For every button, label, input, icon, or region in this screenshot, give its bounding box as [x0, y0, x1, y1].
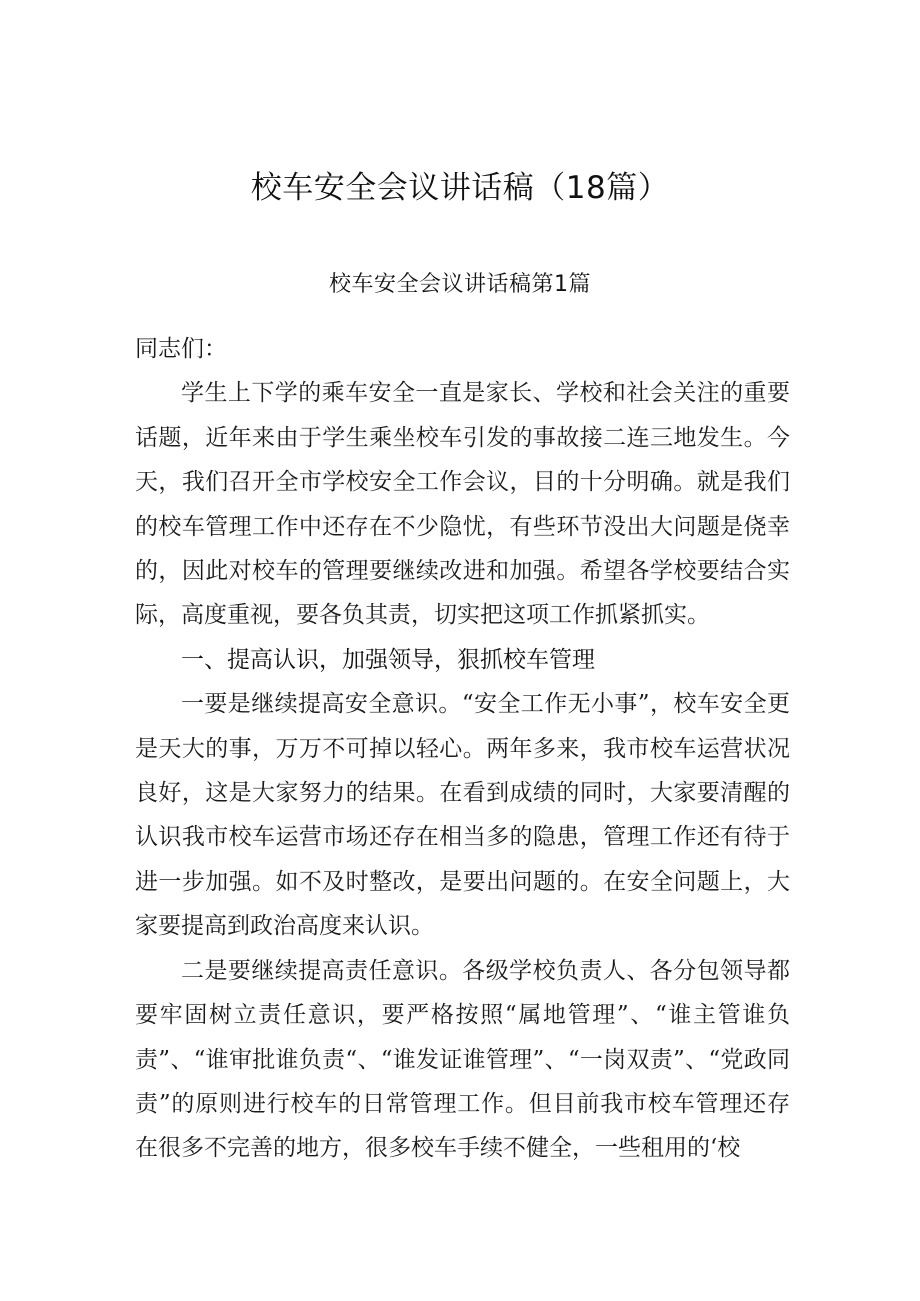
paragraph: 学生上下学的乘车安全一直是家长、学校和社会关注的重要话题，近年来由于学生乘坐校车引发的事故接二连三地发生。今天，我们召开全市学校安全工作会议，目的十分明确。就是我们的校车管理工作中还存在不少隐忧，有些环节没出大问题是侥幸的，因此对校车的管理要继续改进和加强。希望各学校要结合实际，高度重视，要各负其责，切实把这项工作抓紧抓实。 — [135, 380, 790, 629]
document-title: 校车安全会议讲话稿（18篇） — [250, 170, 670, 206]
paragraph: 一要是继续提高安全意识。“安全工作无小事”，校车安全更是天大的事，万万不可掉以轻心。两年多来，我市校车运营状况良好，这是大家努力的结果。在看到成绩的同时，大家要清醒的认识我市校车运营市场还存在相当多的隐患，管理工作还有待于进一步加强。如不及时整改，是要出问题的。在安全问题上，大家要提高到政治高度来认识。 — [135, 691, 790, 940]
salutation: 同志们： — [135, 336, 227, 362]
document-body — [135, 327, 790, 1171]
section-heading: 一、提高认识，加强领导，狠抓校车管理 — [181, 646, 595, 673]
paragraph: 二是要继续提高责任意识。各级学校负责人、各分包领导都要牢固树立责任意识，要严格按照“属地管理”、“谁主管谁负责”、“谁审批谁负责“、“谁发证谁管理”、“一岗双责”、“党政同责”的原则进行校车的日常管理工作。但目前我市校车管理还存在很多不完善的地方，很多校车手续不健全，一些租用的‘校 — [135, 957, 790, 1162]
document-subtitle: 校车安全会议讲话稿第1篇 — [329, 272, 591, 297]
